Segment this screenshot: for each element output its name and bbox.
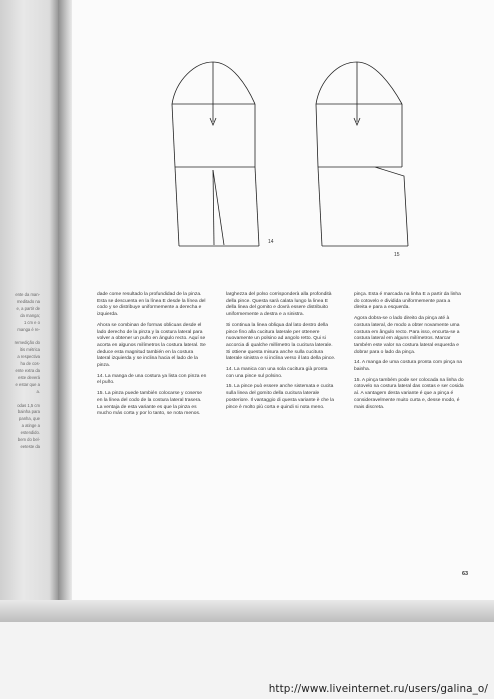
left-page-line: e estar que a bbox=[15, 381, 40, 387]
left-page-line: ente extra da bbox=[15, 367, 40, 373]
left-page-line: ítis métrica bbox=[19, 347, 40, 353]
caption-14: 14. La manga de una costura ya lista con pinza en el puño. bbox=[97, 373, 207, 386]
paragraph: pinça. Esta é marcada na linha E a partir da linha do cotovelo e dividida uniformemente para a direita e para a esquerda. bbox=[354, 292, 461, 311]
left-page-line: meditado na bbox=[16, 298, 40, 304]
fig14-dart-right bbox=[213, 170, 224, 245]
figure-15-sleeve bbox=[316, 62, 408, 246]
left-page-line: bainha para bbox=[17, 409, 40, 415]
text-column-portuguese bbox=[354, 292, 464, 415]
fig14-cap-curve bbox=[172, 62, 255, 104]
caption-15: 15. La pinza puede también colocarse y coserse en la línea del codo de la costura lateral trasera. La ventaja de esta variante es que la pinza es mucho más corta y por lo tanto, se nota menos. bbox=[97, 391, 202, 417]
left-page-line: manga é re- bbox=[17, 326, 40, 332]
left-page-line: este deverá bbox=[18, 374, 40, 380]
text-column-spanish bbox=[97, 292, 207, 422]
left-page-line: a respectiva bbox=[17, 354, 40, 360]
left-page-line: eeteste da bbox=[20, 443, 40, 449]
text-column-italian bbox=[226, 292, 336, 415]
caption-14: 14. La manica con una sola cucitura già pronta con una pince sul polsino. bbox=[226, 367, 328, 379]
fig15-elbow-dart bbox=[375, 167, 408, 246]
figure-14-label: 14 bbox=[268, 239, 274, 245]
left-page-line: a. bbox=[36, 388, 40, 394]
page-number: 63 bbox=[462, 571, 469, 577]
fig15-cap-curve bbox=[316, 62, 402, 104]
caption-15: 15. La pince può essere anche sistemata e cucita sulla linea del gomito della cucitura laterale posteriore. Il vantaggio di questa variante è che la pince è molto più corta e quindi si nota meno. bbox=[226, 384, 334, 410]
left-page-line: remedição do bbox=[14, 340, 40, 346]
paragraph: Si continua la linea obliqua dal lato destro della pince fino alla cucitura laterale per ottenere nuovamente un polsino ad angolo retto. Qui si accorcia di qualche millimetro la cucitura laterale. Si ottiene questa misura anche sulla cucitura laterale sinistra e si inclina verso il lato della pince. bbox=[226, 322, 336, 362]
left-page-line: a atinge a bbox=[21, 423, 40, 429]
figure-14-sleeve bbox=[172, 62, 259, 246]
left-page-line: panha, que bbox=[19, 416, 40, 422]
fig15-left-upper bbox=[316, 104, 318, 167]
figure-15-label: 15 bbox=[394, 252, 400, 258]
left-page-line: ha de cos- bbox=[20, 361, 40, 367]
left-page-line: ente da man- bbox=[15, 292, 40, 297]
caption-14: 14. A manga de uma costura pronta com pinça na bainha. bbox=[354, 360, 462, 373]
fig14-right-lower bbox=[255, 167, 259, 246]
paragraph: larghezza del polso corrisponderà alla profondità della pince. Questa sarà calata lungo la linea E della linea del gomito e dovrà essere distribuito uniformemente a destra e a sinistra. bbox=[226, 292, 332, 318]
watermark-url: http://www.liveinternet.ru/users/galina_o/ bbox=[268, 683, 488, 695]
fig15-left-lower bbox=[318, 167, 322, 246]
left-page-line: estendido. bbox=[20, 430, 40, 436]
fig14-dart-left bbox=[213, 170, 214, 245]
left-page-line: odas 1,5 cm bbox=[17, 402, 40, 408]
caption-15: 15. A pinça também pode ser colocada na linha do cotovelo na costura lateral das costas e ser cosida aí. A vantagem desta variante é que a pinça é consideravelmente muito curta e, desse modo, é mais discreta. bbox=[354, 377, 464, 410]
fig14-left-lower bbox=[175, 167, 179, 246]
left-page-line: bem do bel- bbox=[17, 437, 40, 443]
fig14-left-upper bbox=[172, 104, 175, 167]
left-page-line: e, a partir de bbox=[16, 305, 40, 311]
paragraph: Agora dobra-se o lado direito da pinça até à costura lateral, de modo a obter novamente uma costura em ângulo recto. Para isso, encurta-se a costura lateral em alguns milímetros. Marcar também este valor na costura lateral esquerda e dobrar para o lado da pinça. bbox=[354, 316, 460, 355]
paragraph: Ahora se combinan de formas oblicuas desde el lado derecho de la pinza y la costura lateral para volver a obtener un puño en ángulo recto. Aquí se acorta en algunos milímetros la costura lateral. Se deduce esta magnitud también en la costura lateral izquierda y se inclina hacia el lado de la pinza. bbox=[97, 322, 206, 369]
left-page-line: da manga; bbox=[20, 312, 40, 318]
left-page-line: 1 cm e o bbox=[23, 319, 40, 325]
paragraph: dade come resultado la profundidad de la pinza. Esta se descuenta en la línea E desde la línea del codo y se distribuye uniformemente a derecha e izquierda. bbox=[97, 292, 206, 318]
